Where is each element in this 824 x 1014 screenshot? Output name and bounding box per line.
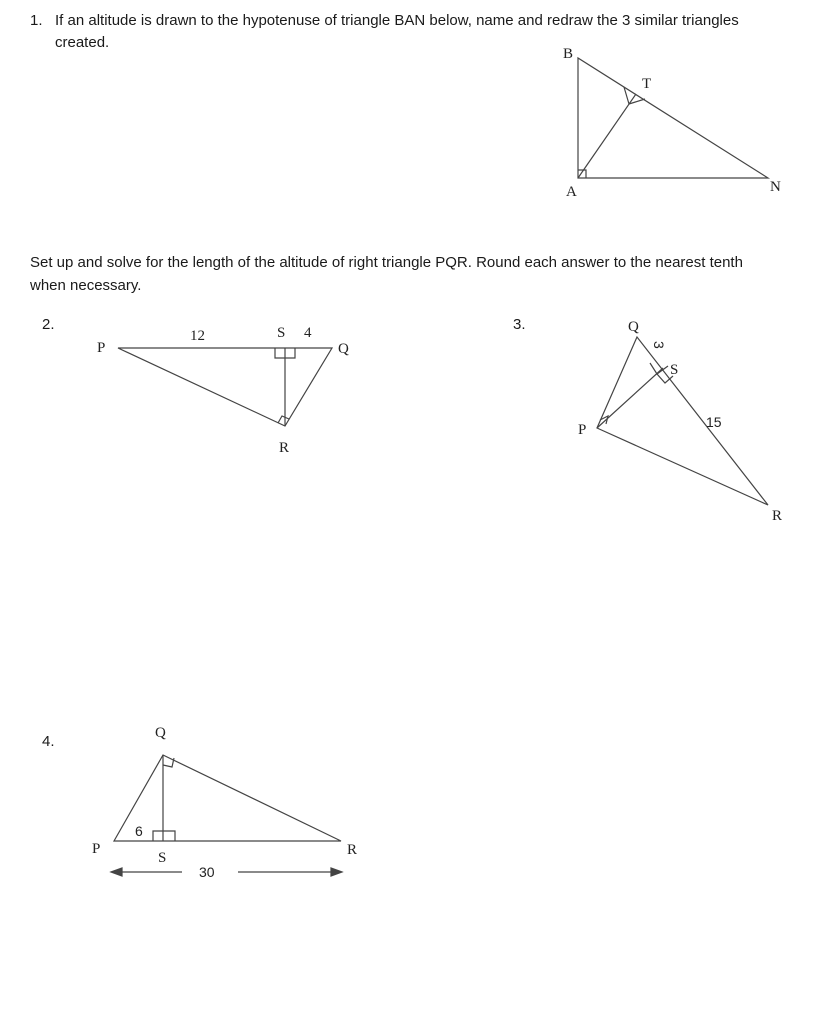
q3-triangle-pqr [597,337,768,505]
q1-number: 1. [30,12,43,29]
q2-label-4: 4 [304,325,312,341]
q2-label-12: 12 [190,328,205,344]
q3-label-15: 15 [706,414,722,430]
q3-number: 3. [513,316,526,333]
q4-arrowhead-left [111,868,122,876]
q2-label-s: S [277,325,286,341]
q1-altitude-at [578,94,636,178]
q4-label-q: Q [155,725,166,741]
q3-label-p: P [578,422,587,438]
q2-label-p: P [97,340,106,356]
q2-label-q: Q [338,341,349,357]
q3-label-s: S [670,362,679,378]
q2-right-angle-mark-s-right [285,348,295,358]
q3-label-3: 3 [651,341,667,349]
q2-number: 2. [42,316,55,333]
q2-label-r: R [279,440,290,456]
q3-figure [578,319,782,524]
q2-triangle-pqr [118,348,332,426]
q4-label-s: S [158,850,167,866]
q1-label-n: N [770,179,781,195]
q2-figure [97,325,349,456]
q4-label-r: R [347,842,358,858]
q3-label-q: Q [628,319,639,335]
q4-number: 4. [42,733,55,750]
q4-figure [92,725,357,880]
q1-text-line2: created. [55,34,110,51]
q1-label-b: B [563,46,574,62]
q4-right-angle-mark-s-right [163,831,175,841]
q4-right-angle-mark-s-left [153,831,163,841]
q4-label-p: P [92,841,101,857]
q4-label-30: 30 [199,864,215,880]
q1-text-line1: If an altitude is drawn to the hypotenuse of triangle BAN below, name and redraw the 3 similar triangles [55,12,739,29]
instructions-line2: when necessary. [30,277,142,294]
q1-figure [563,46,781,200]
q2-right-angle-mark-s-left [275,348,285,358]
q4-label-6: 6 [135,823,143,839]
q1-label-t: T [642,76,652,92]
q1-triangle-ban [578,58,768,178]
q3-label-r: R [772,508,783,524]
q1-label-a: A [566,184,577,200]
q4-triangle-pqr [114,755,341,841]
instructions-line1: Set up and solve for the length of the altitude of right triangle PQR. Round each answer to the nearest tenth [30,254,743,271]
q4-arrowhead-right [331,868,342,876]
